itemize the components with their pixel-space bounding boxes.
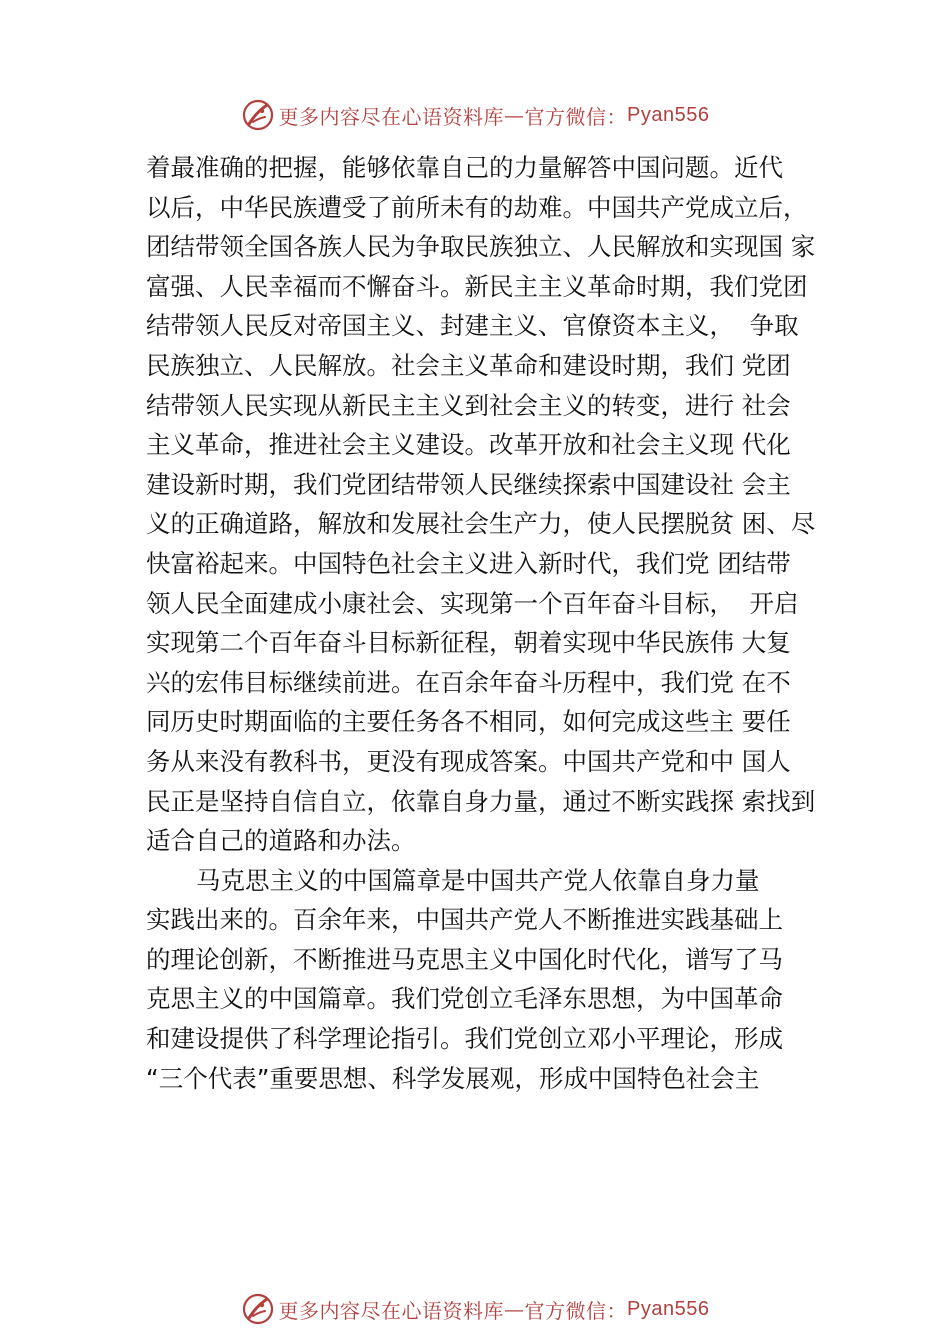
text-line: 民族独立、人民解放。社会主义革命和建设时期，我们 党团 [146, 350, 791, 380]
text-line: 务从来没有教科书，更没有现成答案。中国共产党和中 国人 [146, 746, 791, 776]
text-line: 民正是坚持自信自立，依靠自身力量，通过不断实践探 索找到 [146, 786, 816, 816]
watermark-dash: — [504, 1297, 525, 1321]
text-line: 建设新时期，我们党团结带领人民继续探索中国建设社 会主 [146, 469, 791, 499]
watermark-brand: 更多内容尽在心语资料库 [278, 104, 505, 129]
text-line: 兴的宏伟目标继续前进。在百余年奋斗历程中，我们党 在不 [146, 667, 791, 697]
watermark-account: Pyan556 [627, 103, 710, 126]
text-line: 马克思主义的中国篇章是中国共产党人依靠自身力量 [196, 865, 760, 895]
document-body [146, 148, 836, 1098]
text-line: 义的正确道路，解放和发展社会生产力，使人民摆脱贫 困、尽 [146, 509, 816, 539]
header-watermark [0, 95, 950, 135]
watermark-suffix: 官方微信： [524, 104, 628, 129]
text-line: 克思主义的中国篇章。我们党创立毛泽东思想，为中国革命 [146, 984, 783, 1014]
text-line: “三个代表”重要思想、科学发展观，形成中国特色社会主 [146, 1063, 760, 1093]
text-line: 适合自己的道路和办法。 [146, 826, 416, 856]
text-line: 同历史时期面临的主要任务各不相同，如何完成这些主 要任 [146, 707, 791, 737]
text-line: 实践出来的。百余年来，中国共产党人不断推进实践基础上 [146, 905, 783, 935]
text-line: 着最准确的把握，能够依靠自己的力量解答中国问题。近代 [146, 153, 783, 182]
paragraph [146, 148, 836, 861]
text-line: 主义革命，推进社会主义建设。改革开放和社会主义现 代化 [146, 430, 791, 460]
footer-watermark [0, 1289, 950, 1329]
text-line: 的理论创新，不断推进马克思主义中国化时代化，谱写了马 [146, 944, 783, 974]
text-line: 富强、人民幸福而不懈奋斗。新民主主义革命时期，我们党团 [146, 271, 808, 301]
text-line: 以后，中华民族遭受了前所未有的劫难。中国共产党成立后， [146, 192, 808, 222]
text-line: 和建设提供了科学理论指引。我们党创立邓小平理论，形成 [146, 1024, 783, 1054]
paragraph [146, 861, 836, 1099]
text-line: 结带领人民实现从新民主主义到社会主义的转变，进行 社会 [146, 390, 791, 420]
text-line: 快富裕起来。中国特色社会主义进入新时代，我们党 团结带 [146, 548, 791, 578]
text-line: 团结带领全国各族人民为争取民族独立、人民解放和实现国 家 [146, 232, 816, 262]
brush-logo-icon [241, 98, 275, 132]
text-line: 实现第二个百年奋斗目标新征程，朝着实现中华民族伟 大复 [146, 628, 791, 658]
watermark-dash: — [504, 103, 525, 127]
watermark-suffix: 官方微信： [524, 1298, 628, 1323]
text-line: 领人民全面建成小康社会、实现第一个百年奋斗目标， 开启 [146, 588, 799, 618]
brush-logo-icon [241, 1292, 275, 1326]
watermark-account: Pyan556 [627, 1297, 710, 1320]
watermark-brand: 更多内容尽在心语资料库 [278, 1298, 505, 1323]
text-line: 结带领人民反对帝国主义、封建主义、官僚资本主义， 争取 [146, 311, 799, 341]
